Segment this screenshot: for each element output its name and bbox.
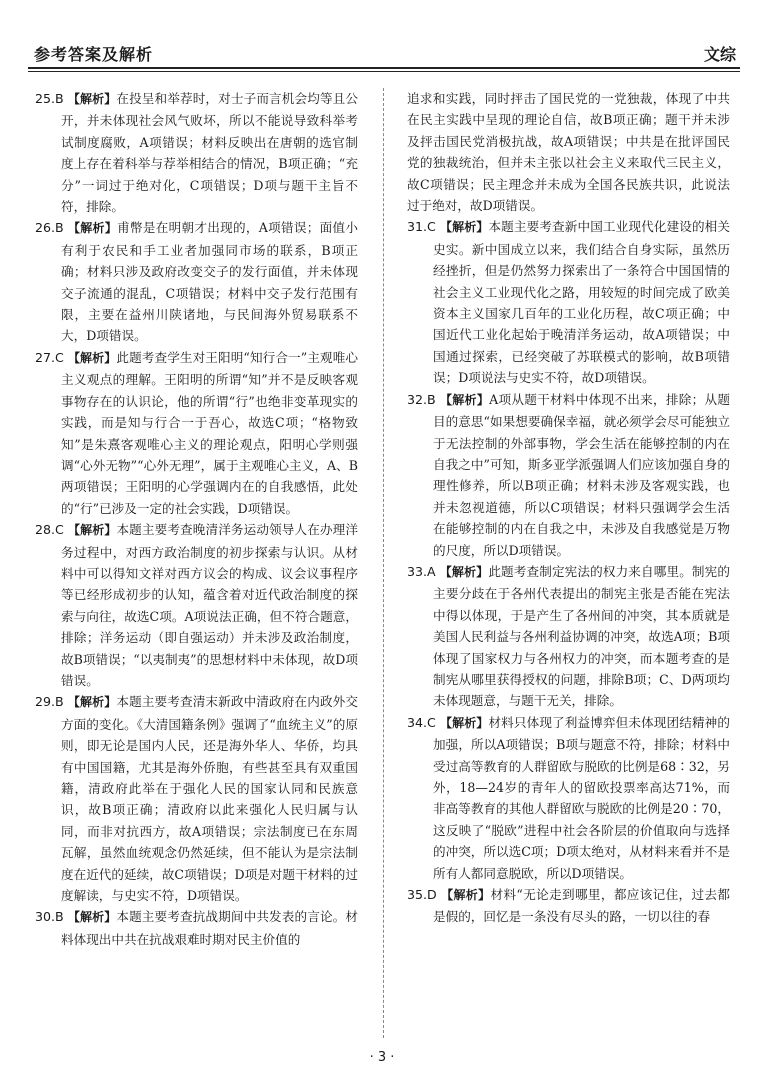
answer-item [35,88,358,217]
answer-item [35,217,358,346]
answer-number: 26.B [35,220,64,236]
answer-number: 27.C [35,349,64,365]
answer-item [35,691,358,906]
answer-item [35,906,358,950]
answer-item [407,884,730,928]
analysis-tag: 【解析】 [67,910,117,925]
answer-item [407,216,730,388]
answer-number: 32.B [407,391,436,407]
analysis-tag: 【解析】 [67,523,117,538]
answer-text: 本题主要考查晚清洋务运动领导人在办理洋务过程中，对西方政治制度的初步探索与认识。从材料中可以得知文祥对西方议会的构成、议会议事程序等已经形成初步的认知，蕴含着对近代政治制度的探索与向往，故选C项。A项说法正确，但不符合题意，排除；洋务运动（即自强运动）并未涉及政治制度，故B项错误；“以夷制夷”的思想材料中未体现，故D项错误。 [61,522,358,688]
header-rule-thin [28,71,740,72]
header-subject: 文综 [703,45,736,64]
answer-number: 28.C [35,522,64,538]
answer-item [407,712,730,884]
answer-text: 本题主要考查抗战期间中共发表的言论。材料体现出中共在抗战艰难时期对民主价值的 [61,909,358,947]
page-number: · 3 · [369,1050,395,1065]
header-title: 参考答案及解析 [34,45,154,64]
answer-text: 此题考查学生对王阳明“知行合一”主观唯心主义观点的理解。王阳明的所谓“知”并不是反映客观事物存在的认识论，他的所谓“行”也绝非变革现实的实践，而是知与行合一于吾心，故选C项；“格物致知”是朱熹客观唯心主义的理论观点，阳明心学则强调“心外无物”“心外无理”，属于主观唯心主义，A、B两项错误；王阳明的心学强调内在的自我感悟，此处的“行”已涉及一定的社会实践，D项错误。 [61,349,358,516]
answer-number: 30.B [35,909,64,925]
answer-item [407,88,730,216]
answer-text: 材料只体现了利益博弈但未体现团结精神的加强，所以A项错误；B项与题意不符，排除；材料中受过高等教育的人群留欧与脱欧的比例是68∶32，另外，18—24岁的青年人的留欧投票率高达71%，而非高等教育的其他人群留欧与脱欧的比例是20∶70，这反映了“脱欧”进程中社会各阶层的价值取向与选择的冲突，所以选C项；D项太绝对，从材料来看并不是所有人都同意脱欧，所以D项错误。 [433,714,730,881]
analysis-tag: 【解析】 [67,350,117,365]
answer-item [407,389,730,561]
column-divider [383,88,384,1038]
right-column [407,88,730,928]
answer-number: 25.B [35,91,64,106]
answer-text: 在投呈和举荐时，对士子而言机会均等且公开，并未体现社会风气败坏，所以不能说导致科举考试制度腐败，A项错误；材料反映出在唐朝的选官制度上存在着科举与荐举相结合的情况，B项正确；“充分”一词过于绝对化，C项错误；D项与题干主旨不符，排除。 [61,91,358,215]
answer-text: 本题主要考查新中国工业现代化建设的相关史实。新中国成立以来，我们结合自身实际，虽然历经挫折，但是仍然努力探索出了一条符合中国国情的社会主义工业现代化之路，用较短的时间完成了欧美资本主义国家几百年的工业化历程，故C项正确；中国近代工业化起始于晚清洋务运动，故A项错误；中国通过探索，已经突破了苏联模式的影响，故B项错误；D项说法与史实不符，故D项错误。 [433,219,730,386]
answer-text: 材料“无论走到哪里，都应该记住，过去都是假的，回忆是一条没有尽头的路，一切以往的春 [433,887,730,925]
analysis-tag: 【解析】 [441,888,491,903]
analysis-tag: 【解析】 [439,220,489,235]
analysis-tag: 【解析】 [439,715,489,730]
analysis-tag: 【解析】 [67,695,117,710]
page-header [28,40,740,70]
answer-number: 31.C [407,219,436,235]
answer-text: A项从题干材料中体现不出来，排除；从题目的意思“如果想要确保幸福，就必须学会尽可能独立于无法控制的外部事物，学会生活在能够控制的内在自我之中”可知，斯多亚学派强调人们应该加强自身的理性修养，所以B项正确；材料未涉及客观实践，也并未忽视道德，所以C项错误；材料只强调学会生活在能够控制的内在自我之中，未涉及自我感觉是万物的尺度，所以D项错误。 [433,391,730,558]
analysis-tag: 【解析】 [439,392,490,407]
answer-number: 34.C [407,714,436,730]
header-rule-thick [28,67,740,69]
answer-text: 本题主要考查清末新政中清政府在内政外交方面的变化。《大清国籍条例》强调了“血统主义”的原则，即无论是国内人民，还是海外华人、华侨，均具有中国国籍，尤其是海外侨胞，有些甚至具有双重国籍，清政府此举在于强化人民的国家认同和民族意识，故B项正确；清政府以此来强化人民归属与认同，而非对抗西方，故A项错误；宗法制度已在东周瓦解，虽然血统观念仍然延续，但不能认为是宗法制度在近代的延续，故C项错误；D项是对题干材料的过度解读，与史实不符，D项错误。 [61,694,358,904]
answer-number: 33.A [407,563,436,579]
answer-item [407,561,730,712]
analysis-tag: 【解析】 [67,92,117,106]
analysis-tag: 【解析】 [439,564,489,579]
answer-text: 甫幣是在明朝才出现的，A项错误；面值小有利于农民和手工业者加强同市场的联系，B项正确；材料只涉及政府改变交子的发行面值，并未体现交子流通的混乱，C项错误；材料中交子发行范围有限，主要在益州川陕诸地，与民间海外贸易联系不大，D项错误。 [61,220,358,344]
answer-item [35,519,358,691]
answer-item [35,347,358,519]
answer-text: 此题考查制定宪法的权力来自哪里。制宪的主要分歧在于各州代表提出的制宪主张是否能在宪法中得以体现，于是产生了各州间的冲突，其本质就是美国人民利益与各州利益协调的冲突，故选A项；B项体现了国家权力与各州权力的冲突，而本题考查的是制宪从哪里获得授权的问题，排除B项；C、D两项均未体现题意，与题干无关，排除。 [433,563,730,709]
left-column [35,88,358,950]
answer-number: 35.D [407,887,437,903]
analysis-tag: 【解析】 [67,221,118,236]
answer-text: 追求和实践，同时抨击了国民党的一党独裁，体现了中共在民主实践中呈现的理论自信，故B项正确；题干并未涉及抨击国民党消极抗战，故A项错误；中共是在批评国民党的独裁统治，但并未主张以社会主义来取代三民主义，故C项错误；民主理念并未成为全国各民族共识，此说法过于绝对，故D项错误。 [407,91,730,214]
answer-number: 29.B [35,694,64,710]
